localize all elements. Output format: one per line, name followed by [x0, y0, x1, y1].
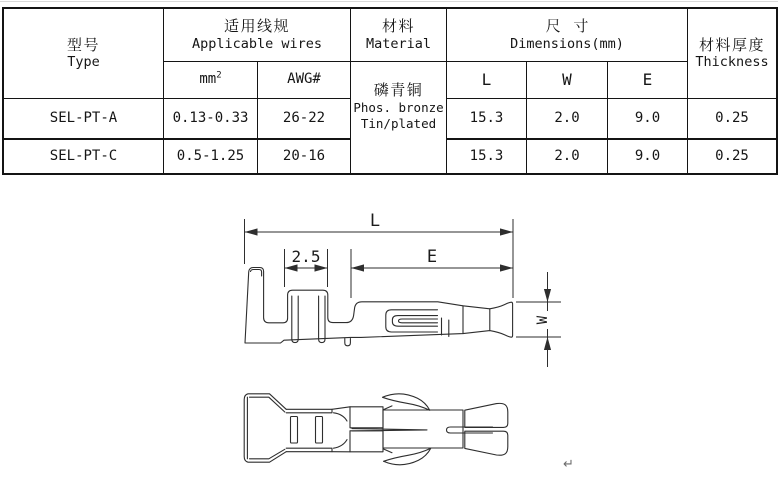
header-applicable-cn: 适用线规 — [223, 17, 290, 36]
header-awg-label: AWG# — [287, 71, 321, 88]
fold-curve — [334, 440, 348, 449]
fan-inner-line — [250, 449, 285, 459]
header-dimensions-en: Dimensions(mm) — [510, 35, 624, 52]
top-rail — [286, 409, 332, 413]
table-row-a-l: 15.3 — [447, 99, 527, 140]
bell-half-bottom — [465, 431, 508, 455]
header-col-w: W — [527, 62, 608, 99]
bottom-rail — [286, 448, 332, 452]
header-applicable-en: Applicable wires — [191, 35, 323, 52]
table-row-c-thickness: 0.25 — [715, 147, 749, 164]
crimp-leg-top-view — [316, 417, 323, 444]
terminal-side-view — [245, 268, 513, 346]
dimension-e — [351, 247, 513, 298]
spring-tongue — [399, 319, 438, 323]
header-dimensions-cn: 尺 寸 — [545, 17, 593, 36]
fan-inner-line — [250, 397, 285, 412]
table-row-a-type: SEL-PT-A — [4, 99, 164, 140]
header-thickness-cn: 材料厚度 — [698, 35, 765, 54]
table-row-c-w: 2.0 — [527, 140, 608, 173]
header-applicable-wires — [164, 9, 351, 62]
material-value-cn: 磷青铜 — [373, 80, 424, 99]
crimp-leg-top-view — [291, 417, 298, 444]
center-seam — [352, 429, 427, 431]
material-value-cell — [351, 62, 447, 173]
header-col-l: L — [447, 62, 527, 99]
terminal-drawings — [0, 185, 778, 478]
dim-label-w: W — [535, 315, 551, 325]
body-band-bottom — [350, 431, 383, 452]
header-dimensions — [447, 9, 688, 62]
table-row-a-mm2: 0.13-0.33 — [164, 99, 258, 140]
header-awg — [258, 62, 351, 99]
dim-label-2-5: 2.5 — [291, 247, 321, 266]
tab-inner-line — [251, 270, 262, 277]
dim-label-l: L — [369, 211, 381, 231]
crimp-leg — [292, 296, 298, 343]
header-mm2-label: $mm^2$ — [199, 70, 222, 88]
page-top-rule — [0, 1, 778, 2]
header-material-cn: 材料 — [381, 17, 415, 36]
table-row-a-w: 2.0 — [527, 99, 608, 140]
body-band-top — [350, 407, 383, 428]
table-row-c-l: 15.3 — [447, 140, 527, 173]
table-row-a-awg: 26-22 — [258, 99, 351, 140]
lance-bottom — [384, 448, 431, 465]
material-value-en1: Phos. bronze — [353, 99, 444, 115]
dim-label-e: E — [426, 247, 438, 267]
table-row-c-mm2: 0.5-1.25 — [164, 140, 258, 173]
dimension-2-5 — [285, 247, 328, 287]
lock-bump — [345, 339, 351, 346]
header-thickness-en: Thickness — [695, 54, 769, 71]
header-thickness — [688, 9, 776, 99]
dimension-w — [516, 272, 561, 367]
header-material — [351, 9, 447, 62]
paragraph-return-mark: ↵ — [563, 457, 574, 472]
crimp-leg — [319, 296, 325, 343]
lance-top — [383, 394, 430, 411]
header-type-cn: 型号 — [66, 35, 100, 54]
bell-half-top — [465, 403, 508, 427]
table-row-a-thickness: 0.25 — [688, 99, 776, 140]
table-row-a-e: 9.0 — [608, 99, 688, 140]
header-material-en: Material — [365, 35, 432, 52]
header-mm2 — [164, 62, 258, 99]
spec-table — [2, 7, 778, 175]
spring-cutout-outer — [386, 310, 438, 332]
table-row-c-awg: 20-16 — [258, 140, 351, 173]
material-value-en2: Tin/plated — [360, 115, 437, 131]
spring-cutout-inner — [392, 316, 437, 327]
table-row-c-type: SEL-PT-C — [4, 140, 164, 173]
header-type-en: Type — [67, 54, 100, 71]
terminal-top-view — [244, 394, 508, 465]
header-col-e: E — [608, 62, 688, 99]
header-type — [4, 9, 164, 99]
side-outline — [245, 268, 513, 344]
table-row-c-e: 9.0 — [608, 140, 688, 173]
fold-curve — [334, 413, 348, 421]
